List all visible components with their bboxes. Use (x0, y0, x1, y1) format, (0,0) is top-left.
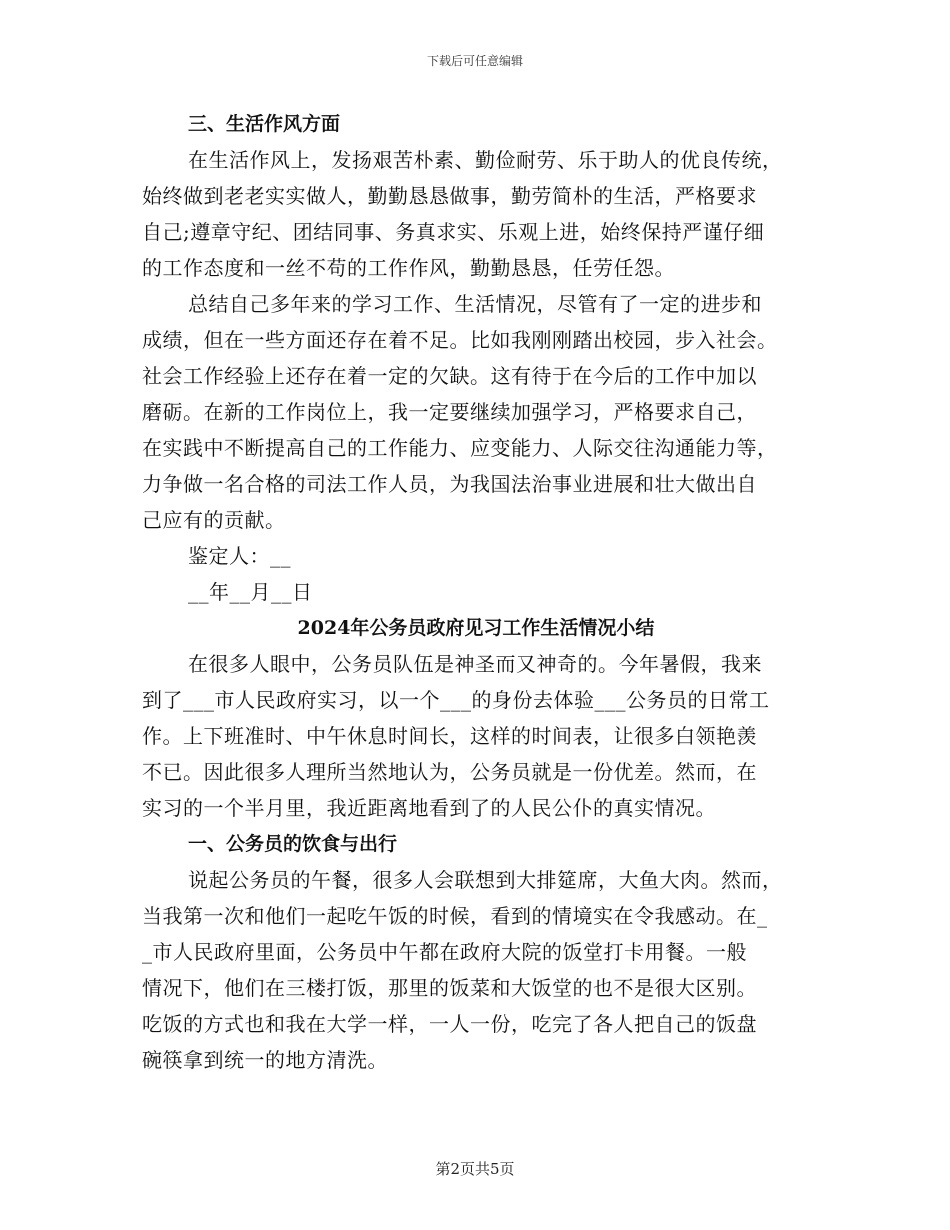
paragraph-summary (142, 286, 810, 538)
document-body (142, 106, 810, 1078)
paragraph-line: 实习的一个半月里，我近距离地看到了的人民公仆的真实情况。 (142, 796, 716, 820)
article-title: 2024年公务员政府见习工作生活情况小结 (297, 617, 655, 639)
paragraph-line: 社会工作经验上还存在着一定的欠缺。这有待于在今后的工作中加以 (142, 364, 757, 388)
paragraph-line: 吃饭的方式也和我在大学一样，一人一份，吃完了各人把自己的饭盘 (142, 1012, 757, 1036)
paragraph-line: 在很多人眼中，公务员队伍是神圣而又神奇的。今年暑假，我来 (188, 652, 762, 676)
page-header-note: 下载后可任意编辑 (426, 54, 523, 68)
paragraph-line: 不已。因此很多人理所当然地认为，公务员就是一份优差。然而，在 (142, 760, 757, 784)
paragraph-lunch (142, 862, 810, 1078)
paragraph-line: 总结自己多年来的学习工作、生活情况，尽管有了一定的进步和 (188, 292, 762, 316)
paragraph-lifestyle (142, 142, 810, 286)
paragraph-line: 的工作态度和一丝不苟的工作作风，勤勤恳恳，任劳任怨。 (142, 256, 675, 280)
paragraph-line: 自己;遵章守纪、团结同事、务真求实、乐观上进，始终保持严谨仔细 (142, 220, 765, 244)
paragraph-line: 力争做一名合格的司法工作人员，为我国法治事业进展和壮大做出自 (142, 472, 757, 496)
paragraph-line: 作。上下班准时、中午休息时间长，这样的时间表，让很多白领艳羡 (142, 724, 757, 748)
paragraph-line: 磨砺。在新的工作岗位上，我一定要继续加强学习，严格要求自己， (142, 400, 757, 424)
date-line: __年__月__日 (188, 580, 313, 604)
page-number-footer: 第2页共5页 (435, 1160, 515, 1178)
paragraph-line: 在实践中不断提高自己的工作能力、应变能力、人际交往沟通能力等， (142, 436, 778, 460)
paragraph-line: 当我第一次和他们一起吃午饭的时候，看到的情境实在令我感动。在_ (142, 904, 768, 928)
paragraph-line: 碗筷拿到统一的地方清洗。 (142, 1048, 388, 1072)
paragraph-line: 到了___市人民政府实习，以一个___的身份去体验___公务员的日常工 (142, 688, 770, 712)
paragraph-line: 己应有的贡献。 (142, 508, 286, 532)
section-heading-lifestyle: 三、生活作风方面 (188, 113, 341, 135)
paragraph-line: 情况下，他们在三楼打饭，那里的饭菜和大饭堂的也不是很大区别。 (142, 976, 757, 1000)
paragraph-line: 说起公务员的午餐，很多人会联想到大排筵席，大鱼大肉。然而， (188, 868, 783, 892)
paragraph-line: 成绩，但在一些方面还存在着不足。比如我刚刚踏出校园，步入社会。 (142, 328, 778, 352)
section-heading-diet-travel: 一、公务员的饮食与出行 (188, 833, 398, 855)
paragraph-line: 在生活作风上，发扬艰苦朴素、勤俭耐劳、乐于助人的优良传统， (188, 148, 783, 172)
paragraph-line: 始终做到老老实实做人，勤勤恳恳做事，勤劳简朴的生活，严格要求 (142, 184, 757, 208)
appraiser-signature-line: 鉴定人：__ (188, 544, 291, 568)
paragraph-intro (142, 646, 810, 826)
paragraph-line: _市人民政府里面，公务员中午都在政府大院的饭堂打卡用餐。一般 (142, 940, 747, 964)
